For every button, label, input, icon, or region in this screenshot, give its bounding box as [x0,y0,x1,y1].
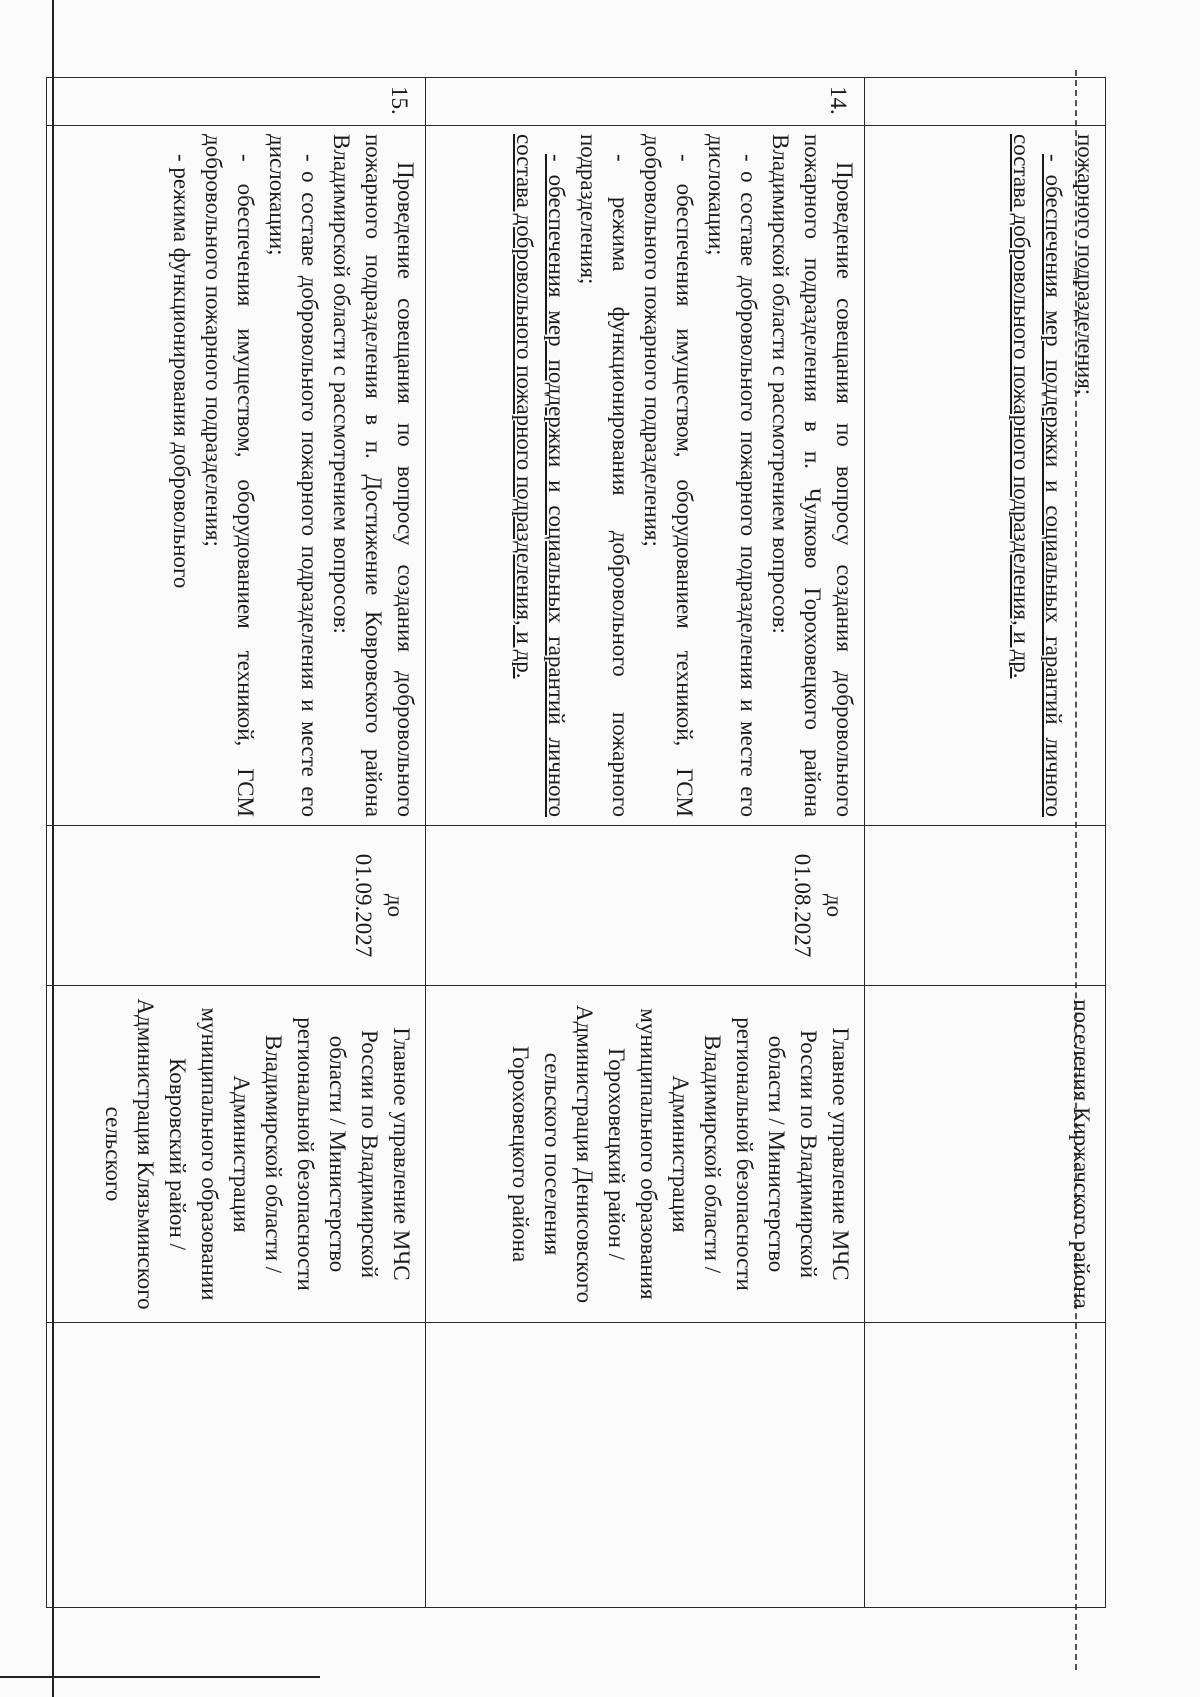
row-description [426,126,865,826]
deadline-prefix: до [383,893,408,918]
description-line: - режима функционирования добровольного [169,154,194,589]
description-line: - о составе добровольного пожарного подразделения и месте его дислокации; [704,134,761,817]
table-row [426,78,865,1608]
deadline-prefix: до [822,893,847,918]
row-description [865,126,1106,826]
description-line: - обеспечения имуществом, оборудованием техникой, ГСМ добровольного пожарного подразделения; [640,134,697,817]
row-deadline [47,826,426,986]
description-line: - о составе добровольного пожарного подразделения и месте его дислокации; [265,134,322,817]
rotated-page [96,77,1106,1607]
action-plan-table [46,77,1106,1608]
deadline-date: 01.08.2027 [790,853,815,958]
row-number: 15. [47,78,426,126]
row-responsible: Главное управление МЧС России по Владимирской области / Министерство региональной безопасности Владимирской области / Администрация муниципального образовании Ковровский район / Администрация Клязьминского сельского [47,986,426,1323]
row-note [47,1323,426,1608]
scan-bottom-line [0,1676,320,1678]
row-note [865,1323,1106,1608]
description-line: Проведение совещания по вопросу создания добровольного пожарного подразделения в п. Достижение Ковровского района Владимирской области с рассмотрением вопросов: [329,134,418,817]
description-line: - обеспечения имуществом, оборудованием техникой, ГСМ добровольного пожарного подразделения; [201,134,258,817]
row-responsible: Главное управление МЧС России по Владимирской области / Министерство региональной безопасности Владимирской области / Администрация муниципального образования Гороховецкий район / Администрация Денисовского сельского поселения Гороховецкого района [426,986,865,1323]
row-note [426,1323,865,1608]
row-number: 14. [426,78,865,126]
table-row [865,78,1106,1608]
description-line: Проведение совещания по вопросу создания добровольного пожарного подразделения в п. Чулково Гороховецкого района Владимирской области с рассмотрением вопросов: [768,134,857,817]
table-row [47,78,426,1608]
row-responsible: поселения Киржачского района [865,986,1106,1323]
row-deadline [865,826,1106,986]
deadline-date: 01.09.2027 [351,853,376,958]
description-line: пожарного подразделения; [1073,134,1098,396]
description-line: - обеспечения мер поддержки и социальных гарантий личного состава добровольного пожарного подразделения, и др. [512,134,569,817]
description-line: - обеспечения мер поддержки и социальных гарантий личного состава добровольного пожарного подразделения, и др. [1009,134,1066,817]
row-description [47,126,426,826]
description-line: - режима функционирования добровольного пожарного подразделения; [576,134,633,817]
row-number [865,78,1106,126]
row-deadline [426,826,865,986]
